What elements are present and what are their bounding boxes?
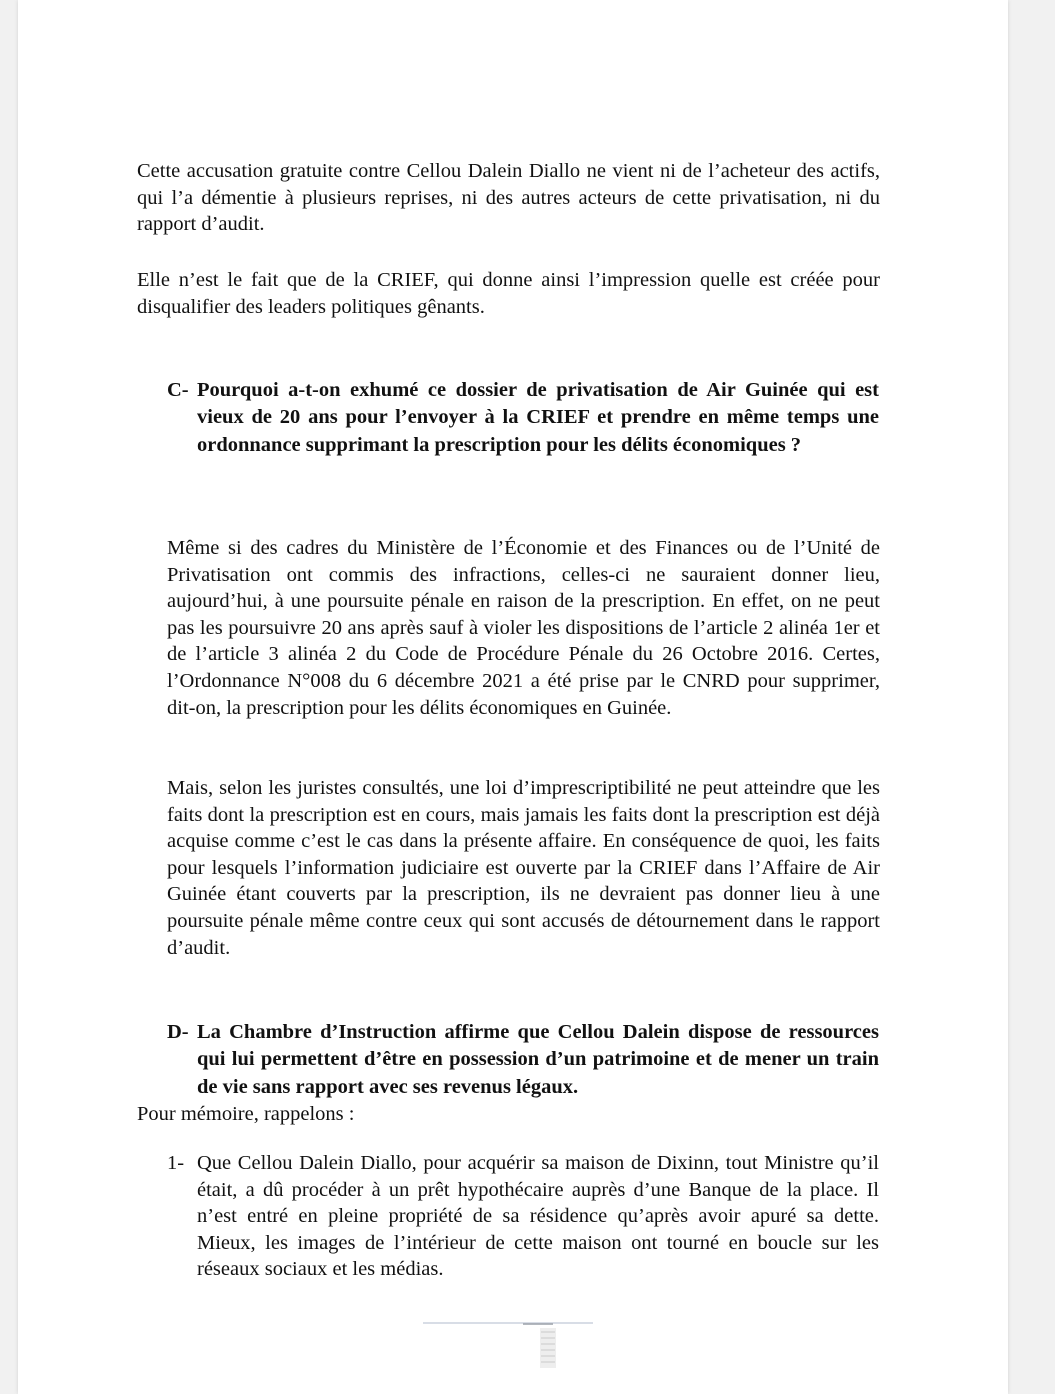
section-d-marker: D-	[167, 1021, 189, 1043]
list-item-text: Que Cellou Dalein Diallo, pour acquérir sa maison de Dixinn, tout Ministre qu’il était, a dû procéder à un prêt hypothécaire auprès d’une Banque de la place. Il n’est entré en pleine propriété de sa résidence qu’après avoir apuré sa dette. Mieux, les images de l’intérieur de cette maison ont tourné en boucle sur les réseaux sociaux et les médias.	[197, 1152, 879, 1281]
list-item-marker: 1-	[167, 1152, 185, 1174]
list-item	[167, 1150, 879, 1283]
document-page	[18, 0, 1008, 1394]
paragraph-rappelons: Pour mémoire, rappelons :	[137, 1103, 355, 1125]
paragraph-juristes: Mais, selon les juristes consultés, une loi d’imprescriptibilité ne peut atteindre que les faits dont la prescription est en cours, mais jamais les faits dont la prescription est déjà acquise comme c’est le cas dans la présente affaire. En conséquence de quoi, les faits pour lesquels l’information judiciaire est ouverte par la CRIEF dans l’Affaire de Air Guinée étant couverts par la prescription, ils ne devraient pas donner lieu à une poursuite pénale même contre ceux qui sont accusés de détournement dans le rapport d’audit.	[167, 777, 880, 959]
heading-section-c	[167, 377, 879, 459]
paragraph-crief: Elle n’est le fait que de la CRIEF, qui donne ainsi l’impression quelle est créée pour disqualifier des leaders politiques gênants.	[137, 269, 880, 318]
scan-artifact	[423, 1320, 593, 1370]
section-c-text: Pourquoi a-t-on exhumé ce dossier de privatisation de Air Guinée qui est vieux de 20 ans pour l’envoyer à la CRIEF et prendre en même temps une ordonnance supprimant la prescription pour les délits économiques ?	[197, 379, 879, 456]
section-c-marker: C-	[167, 379, 189, 401]
section-d-text: La Chambre d’Instruction affirme que Cellou Dalein dispose de ressources qui lui permettent d’être en possession d’un patrimoine et de mener un train de vie sans rapport avec ses revenus légaux.	[197, 1021, 879, 1098]
paragraph-accusation: Cette accusation gratuite contre Cellou Dalein Diallo ne vient ni de l’acheteur des actifs, qui l’a démentie à plusieurs reprises, ni des autres acteurs de cette privatisation, ni du rapport d’audit.	[137, 160, 880, 236]
heading-section-d	[167, 1019, 879, 1101]
paragraph-prescription: Même si des cadres du Ministère de l’Économie et des Finances ou de l’Unité de Privatisation ont commis des infractions, celles-ci ne sauraient donner lieu, aujourd’hui, à une poursuite pénale en raison de la prescription. En effet, on ne peut pas les poursuivre 20 ans après sauf à violer les dispositions de l’article 2 alinéa 1er et de l’article 3 alinéa 2 du Code de Procédure Pénale du 26 Octobre 2016. Certes, l’Ordonnance N°008 du 6 décembre 2021 a été prise par le CNRD pour supprimer, dit-on, la prescription pour les délits économiques en Guinée.	[167, 537, 880, 719]
